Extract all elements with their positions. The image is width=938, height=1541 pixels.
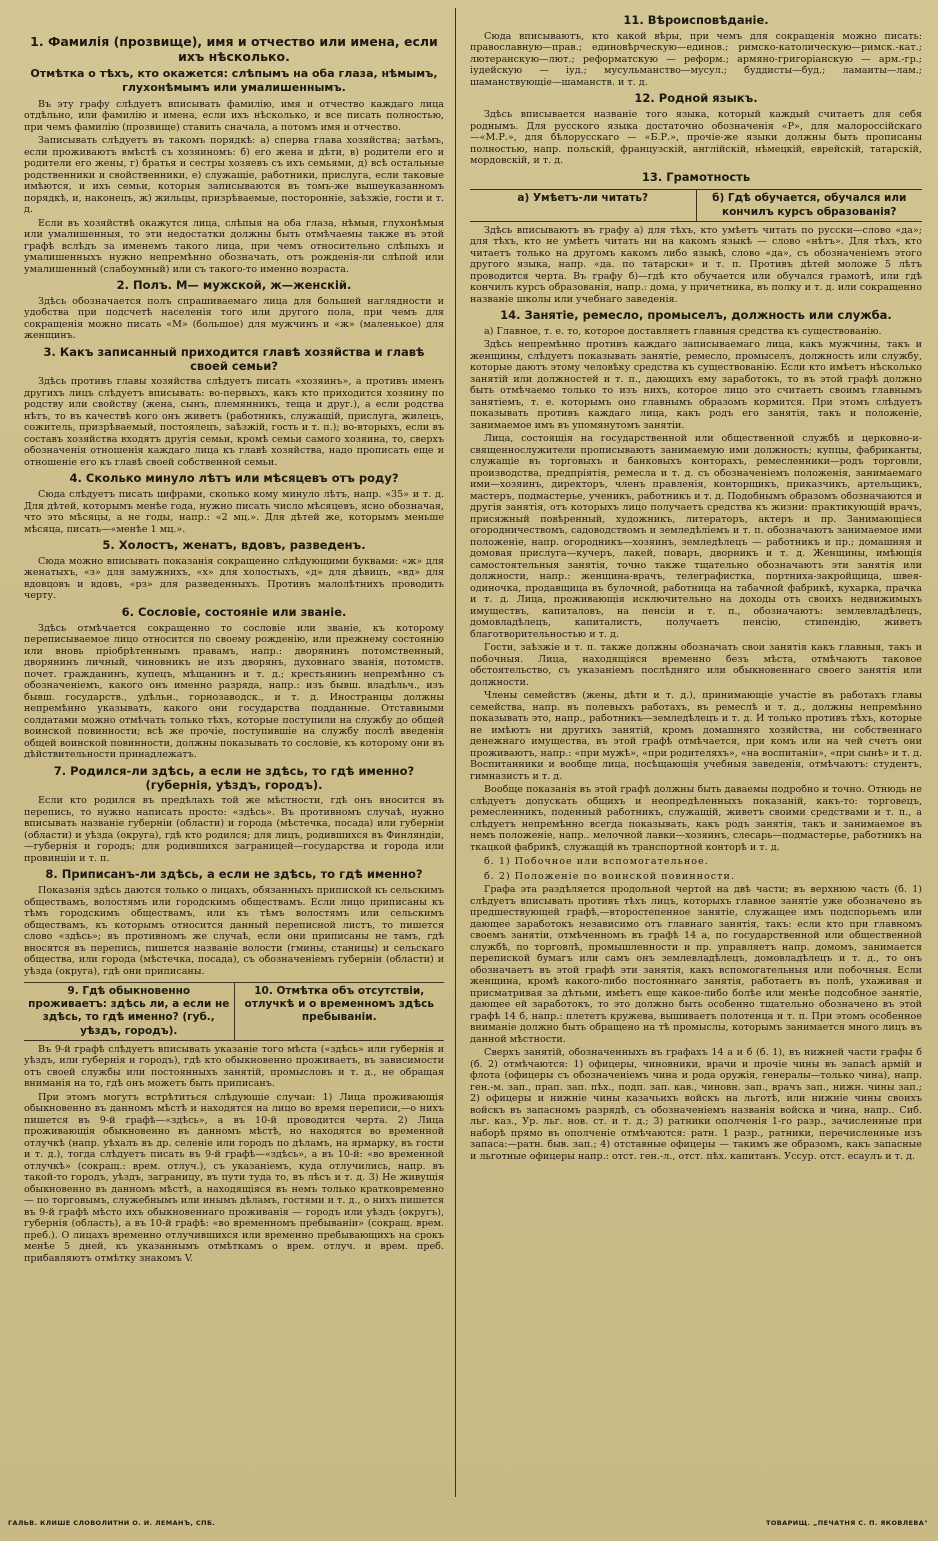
column-divider: [455, 8, 456, 1497]
section-14-paragraph: Здѣсь непремѣнно противъ каждаго записываемаго лица, какъ мужчины, такъ и женщины, слѣдуетъ показывать занятіе, ремесло, промыселъ, должность или службу, которые даютъ этому человѣку средства къ существованію. Если кто имѣетъ нѣсколько занятій или должностей и т. п., дающихъ ему заработокъ, то въ этой графѣ должно быть отмѣчаемо только то изъ нихъ, которое лицо это считаетъ своимъ главнымъ занятіемъ, т. е. которымъ оно главнымъ образомъ кормится. При этомъ слѣдуетъ показывать противъ каждаго лица, какъ родъ его занятія, такъ и положеніе, занимаемое имъ въ упомянутомъ занятіи.: [470, 339, 922, 431]
section-5-paragraph: Сюда можно вписывать показанія сокращенно слѣдующими буквами: «ж» для женатыхъ, «з» для замужнихъ, «х» для холостыхъ, «д» для дѣвицъ, «вд» для вдовцовъ и вдовъ, «рз» для разведенныхъ. Противъ малолѣтнихъ проводить черту.: [24, 555, 444, 602]
section-13-header: [470, 189, 922, 221]
section-11-paragraph: Сюда вписываютъ, кто какой вѣры, при чемъ для сокращенія можно писать: православную—прав.; единовѣрческую—единов.; римско-католическую—римск.-кат.; лютеранскую—лют.; реформатскую — реформ.; армяно-григоріанскую — арм.-гр.; іудейскую — іуд.; мусульманство—мусул.; буддисты—буд.; ламаиты—лам.; шаманствующіе—шаманств. и т. д.: [470, 30, 922, 88]
section-9-10-header: [24, 982, 444, 1041]
section-1-paragraph: Записывать слѣдуетъ въ такомъ порядкѣ: а) сперва глава хозяйства; затѣмъ, если проживаютъ вмѣстѣ съ хозяиномъ: б) его жена и дѣти, в) родители его и родители его жены, г) братья и сестры хозяевъ съ ихъ семьями, д) всѣ остальные родственники и свойственники, е) служащіе, работники, прислуга, если таковые имѣются, и ихъ семьи, которыя записываются въ томъ-же вышеуказанномъ порядкѣ, и, наконецъ, ж) жильцы, призрѣваемые, посторонніе, заѣзжіе, гости и т. д.: [24, 135, 444, 215]
section-14-title: 14. Занятіе, ремесло, промыселъ, должность или служба.: [500, 308, 892, 323]
section-14b2-title: б. 2) Положеніе по воинской повинности.: [484, 870, 735, 882]
section-14-paragraph: Сверхъ занятій, обозначенныхъ въ графахъ 14 а и б (б. 1), въ нижней части графы б (б. 2) отмѣчаются: 1) офицеры, чиновники, врачи и прочіе чины въ запасѣ армій и флота (офицеры съ обозначеніемъ чина и рода оружія, генералы—только чина), напр. ген.-м. зап., прап. зап. пѣх., подп. зап. кав., чиновн. зап., врачъ зап., нижн. чины зап.; 2) офицеры и нижніе чины казачьихъ войскъ на льготѣ, или нижніе чины своихъ войскъ въ запасномъ разрядѣ, съ обозначеніемъ названія войска и чина, напр.. Сиб. льг. каз., Ур. льг. нов. ст. и т. д.; 3) ратники ополченія 1-го разр., зачисленные при наборѣ прямо въ ополченіе отмѣчаются: ратн. 1 разр., ратники, перечисленные изъ запаса:—ратн. быв. зап.; 4) отставные офицеры — такимъ же образомъ, какъ запасные и льготные офицеры напр.: отст. ген.-л., отст. пѣх. капитанъ. Уссур. отст. есаулъ и т. д.: [470, 1047, 922, 1162]
footer-printer-left: ГАЛЬВ. КЛИШЕ СЛОВОЛИТНИ О. И. ЛЕМАНЪ, СПБ.: [8, 1519, 216, 1527]
section-4-title: 4. Сколько минуло лѣтъ или мѣсяцевъ отъ роду?: [69, 471, 399, 486]
section-13b-title: б) Гдѣ обучается, обучался или кончилъ курсъ образованія?: [696, 190, 923, 220]
section-13a-title: а) Умѣетъ-ли читать?: [517, 192, 649, 205]
section-14-paragraph: Члены семействъ (жены, дѣти и т. д.), принимающіе участіе въ работахъ главы семейства, напр. въ полевыхъ работахъ, въ ремеслѣ и т. д., должны непремѣнно показывать это, напр., работникъ—земледѣлецъ и т. д. И только противъ тѣхъ, которые не имѣютъ ни другихъ занятій, кромъ домашняго хозяйства, ни собственнаго денежнаго имущества, въ этой графѣ отмѣчается, при комъ или на чей счетъ они проживаютъ, напр.: «при мужѣ», «при родителяхъ», «на воспитаніи», «при сынѣ» и т. д. Воспитанники и вообще лица, посѣщающія учебныя заведенія, отмѣчаютъ: студентъ, гимназистъ и т. д.: [470, 690, 922, 782]
left-column: [24, 10, 444, 1497]
section-6-title: 6. Сословіе, состояніе или званіе.: [121, 604, 347, 619]
section-1-subtitle: Отмѣтка о тѣхъ, кто окажется: слѣпымъ на оба глаза, нѣмымъ, глухонѣмымъ или умалишеннымъ.: [30, 67, 438, 94]
section-12-title: 12. Родной языкъ.: [634, 91, 758, 106]
section-2-title: 2. Полъ. М— мужской, ж—женскій.: [116, 278, 352, 292]
section-9-title: 9. Гдѣ обыкновенно проживаетъ: здѣсь ли, а если не здѣсь, то гдѣ именно? (губ., уѣздъ, городъ).: [28, 985, 230, 1037]
section-9-paragraph: При этомъ могутъ встрѣтиться слѣдующіе случаи: 1) Лица проживающія обыкновенно въ данномъ мѣстѣ и находятся на лицо во время переписи,—о нихъ пишется въ 9-й графѣ—«здѣсь», а въ 10-й проводится черта. 2) Лица проживающія обыкновенно въ данномъ мѣстѣ, но находятся во временной отлучкѣ (напр. уѣхалъ въ др. селеніе или городъ по дѣламъ, на ярмарку, въ гости и т. д.), тогда слѣдуетъ писать въ 9-й графѣ—«здѣсь», а въ 10-й: «во временной отлучкѣ» (сокращ.: врем. отлуч.), съ указаніемъ, куда отлучились, напр. въ такой-то городъ, уѣздъ, заграницу, въ пути тудa то, въ лѣсъ и т. д. 3) Не живущія обыкновенно въ данномъ мѣстѣ, а находящіяся въ немъ только кратковременно — по торговымъ, служебнымъ или инымъ дѣламъ, гостями и т. д., о нихъ пишется въ 9-й графѣ мѣсто ихъ обыкновеннаго проживанія — городъ или уѣздъ (округъ), губернія (область), а въ 10-й графѣ: «во временномъ пребываніи» (сокращ. врем. преб.). О лицахъ временно отлучившихся или временно пребывающихъ на срокъ менѣе 5 дней, къ указаннымъ отмѣткамъ о врем. отлуч. и врем. преб. прибавляютъ отмѣтку знакомъ V.: [24, 1091, 444, 1264]
section-4-paragraph: Сюда слѣдуетъ писать цифрами, сколько кому минуло лѣтъ, напр. «35» и т. д. Для дѣтей, которымъ менѣе года, нужно писать число мѣсяцевъ, ясно обозначая, что это мѣсяцы, а не годы, напр.: «2 мц.». Для дѣтей же, которымъ меньше мѣсяца, писать—«менѣе 1 мц.».: [24, 489, 444, 535]
section-14b1-title: б. 1) Побочное или вспомогательное.: [484, 856, 709, 868]
section-13-title: 13. Грамотность: [641, 169, 751, 184]
section-14-paragraph: Вообще показанія въ этой графѣ должны быть даваемы подробно и точно. Отнюдь не слѣдуетъ допускать общихъ и неопредѣленныхъ показаній, какъ-то: торговецъ, ремесленникъ, поденный работникъ, служащій, живетъ своими средствами и т. п., а слѣдуетъ непремѣнно всегда показывать, какъ родъ занятія, такъ и занимаемое въ немъ положеніе, напр.. мелочной лавки—хозяинъ, слесарь—подмастерье, работникъ на ткацкой фабрикѣ, служащій въ транспортной конторѣ и т. д.: [470, 784, 922, 853]
section-13-paragraph: Здѣсь вписываютъ въ графу а) для тѣхъ, кто умѣетъ читать по русски—слово «да»; для тѣхъ, кто не умѣетъ читать ни на какомъ языкѣ — слово «нѣтъ». Для тѣхъ, кто читаетъ только на другомъ какомъ либо языкѣ, слово «да», съ обозначеніемъ этого другого языка, напр. «да. по татарски» и т. п. Противъ дѣтей моложе 5 лѣтъ проводится черта. Въ графу б)—гдѣ кто обучается или обучался грамотѣ, или гдѣ кончилъ курсъ образованія, напр.: дома, у причетника, въ полку и т. д. или сокращенно названіе школы или учебнаго заведенія.: [470, 224, 922, 305]
section-7-title: 7. Родился-ли здѣсь, а если не здѣсь, то гдѣ именно? (губернія, уѣздъ, городъ).: [53, 763, 415, 792]
section-5-title: 5. Холостъ, женатъ, вдовъ, разведенъ.: [102, 538, 366, 553]
section-10-title: 10. Отмѣтка объ отсутствіи, отлучкѣ и о временномъ здѣсь пребываніи.: [234, 983, 445, 1040]
section-2-paragraph: Здѣсь обозначается полъ спрашиваемаго лица для большей наглядности и удобства при подсчетѣ населенія того или другого пола, при чемъ для сокращенія можно писать «М» (большое) для мужчинъ и «ж» (маленькое) для женщинъ.: [24, 295, 444, 342]
section-11-title: 11. Вѣроисповѣданіе.: [623, 13, 769, 27]
section-8-title: 8. Приписанъ-ли здѣсь, а если не здѣсь, то гдѣ именно?: [45, 867, 423, 882]
section-8-paragraph: Показанія здѣсь даются только о лицахъ, обязанныхъ припиской къ сельскимъ обществамъ, волостямъ или городскимъ обществамъ. Если лицо приписаны къ тѣмъ городскимъ обществамъ, или къ тѣмъ волостямъ или сельскимъ обществамъ, къ которымъ относится данный переписной листъ, то пишется слово «здѣсь»; въ противномъ же случаѣ, если они приписаны не тамъ, гдѣ вносятся въ перепись, пишется названіе волости (гмины, станицы) и сельскаго общества, или города (мѣстечка, посада), съ обозначеніемъ губерніи (области) и уѣзда (округа), гдѣ они приписаны.: [24, 885, 444, 977]
right-column: [470, 10, 922, 1497]
section-3-title: 3. Какъ записанный приходится главѣ хозяйства и главѣ своей семьи?: [43, 344, 425, 373]
section-14-paragraph: Графа эта раздѣляется продольной чертой на двѣ части; въ верхнюю часть (б. 1) слѣдуетъ вписывать противъ тѣхъ лицъ, которыхъ главное занятіе уже обозначено въ предшествующей графѣ,—второстепенное занятіе, служащее имъ подспорьемъ или дающее заработокъ независимо отъ главнаго занятія, такъ: если кто при главномъ своемъ занятіи, отмѣченномъ въ графѣ 14 а, по государственной или общественной службѣ, по торговлѣ, промышленности и пр. управляетъ напр. домомъ, занимается перепиской бумагъ или самъ онъ землевладѣлецъ, домовладѣлецъ и т. д., то онъ обозначаетъ въ этой графѣ эти занятія, какъ вспомогательныя или побочныя. Если женщина, кромѣ какого-либо постояннаго занятія, работаетъ въ полѣ, ухаживая и присматривая за дѣтьми, имѣетъ еще какое-либо болѣе или менѣе подсобное занятіе, дающее ей заработокъ, то это должно быть особенно тщательно обозначено въ этой графѣ 14 б, напр.: плететъ кружева, вышиваетъ полотенца и т. п. При этомъ особенное вниманіе должно быть обращено на тѣ промыслы, которымъ занимается много лицъ въ данной мѣстности.: [470, 884, 922, 1045]
section-1-paragraph: Если въ хозяйствѣ окажутся лица, слѣпыя на оба глаза, нѣмыя, глухонѣмыя или умалишенныя, то эти недостатки должны быть отмѣчаемы также въ этой графѣ вслѣдъ за именемъ такого лица, при чемъ относительно слѣпыхъ и умалишенныхъ нужно непремѣнно обозначать, отъ рожденія-ли слѣпой или умалишенный (слабоумный) или съ такого-то именно возраста.: [24, 217, 444, 275]
section-1-paragraph: Въ эту графу слѣдуетъ вписывать фамилію, имя и отчество каждаго лица отдѣльно, или фамилію и имена, если ихъ нѣсколько, и все писать полностью, при чемъ фамилію (прозвище) ставить сначала, а потомъ имя и отчество.: [24, 98, 444, 133]
section-9-paragraph: Въ 9-й графѣ слѣдуетъ вписывать указаніе того мѣста («здѣсь» или губернія и уѣздъ, или губернія и городъ), гдѣ кто обыкновенно проживаетъ, въ зависимости отъ своей службы или постоянныхъ занятій, промысловъ и т. д., не обращая вниманія на то, гдѣ онъ можетъ быть приписанъ.: [24, 1043, 444, 1090]
section-3-paragraph: Здѣсь противъ главы хозяйства слѣдуетъ писать «хозяинъ», а противъ именъ другихъ лицъ слѣдуетъ вписывать: во-первыхъ, какъ кто приходится хозяину по родству или свойству (жена, сынъ, племянникъ, теща и друг.), а если родства нѣтъ, то въ качествѣ кого онъ живетъ (работникъ, служащій, прислуга, жилецъ, сожитель, призрѣваемый, постоялецъ, заѣзжій, гость и т. п.); во-вторыхъ, если въ составъ хозяйства входятъ другія семьи, кромѣ семьи самого хозяина, то, сверхъ обозначенія отношенія каждаго лица къ главѣ хозяйства, надо прописать еще и отношеніе его къ главѣ своей собственной семьи.: [24, 376, 444, 468]
section-14-paragraph: Лица, состоящія на государственной или общественной службѣ и церковно-и-священнослужители прописываютъ занимаемую ими должность; купцы, фабриканты, служащіе въ торговыхъ и банковыхъ конторахъ, ремесленники—родъ торговли, производства, предпріятія, ремесла и т. д. съ обозначеніемъ положенія, занимаемаго ими—хозяинъ, директоръ, членъ правленія, конторщикъ, приказчикъ, артельщикъ, мастеръ, подмастерье, ученикъ, работникъ и т. д. Подобнымъ образомъ обозначаются и другія занятія, отъ которыхъ лицо получаетъ средства къ жизни: практикующій врачъ, присяжный повѣренный, художникъ, литераторъ, актеръ и пр. Занимающіеся огородничествомъ, садоводствомъ и земледѣліемъ и т. п. обозначаютъ занимаемое ими положеніе, напр. огородникъ—хозяинъ, земледѣлецъ — работникъ и пр.; домашняя и домовая прислуга—кучеръ, лакей, поваръ, дворникъ и т. д. Женщины, имѣющія самостоятельныя занятія, точно также тщательно обозначаютъ эти занятія или должности, напр.: женщина-врачъ, телеграфистка, портниха-закройщица, швея-одиночка, продавщица въ булочной, работница на табачной фабрикѣ, кухарка, прачка и т. д. Лица, проживающія исключительно на доходы отъ своихъ недвижимыхъ имуществъ, капиталовъ, на пенсіи и т. п., обозначаютъ: землевладѣлецъ, домовладѣлецъ, капиталистъ, получаетъ пенсію, стипендію, живетъ благотворительностью и т. д.: [470, 433, 922, 640]
section-12-paragraph: Здѣсь вписывается названіе того языка, который каждый считаетъ для себя роднымъ. Для русского языка достаточно обозначенія «Р», для малороссійскаго—«М.Р.», для бѣлорусскаго — «Б.Р.», прочіе-же языки должны быть прописаны полностью, напр. польскій, французскій, англійскій, нѣмецкій, еврейскій, татарскій, мордовскій, и т. д.: [470, 109, 922, 167]
section-14-paragraph: Гости, заѣзжіе и т. п. также должны обозначать свои занятія какъ главныя, такъ и побочныя. Лица, находящіяся временно безъ мѣста, отмѣчаютъ таковое обстоятельство, съ указаніемъ послѣдняго или обыкновеннаго своего занятія или должности.: [470, 642, 922, 688]
section-14a-title: а) Главное, т. е. то, которое доставляетъ главныя средства къ существованію.: [484, 325, 882, 337]
section-1-title: 1. Фамилія (прозвище), имя и отчество или имена, если ихъ нѣсколько.: [30, 34, 438, 64]
section-7-paragraph: Если кто родился въ предѣлахъ той же мѣстности, гдѣ онъ вносится въ перепись, то нужно написать просто: «здѣсь». Въ противномъ случаѣ, нужно вписывать названіе губерніи (области) и города (мѣстечка, посада) или губерніи (области) и уѣзда (округа), гдѣ кто родился; для лицъ, родившихся въ Финляндіи,—губернія и городъ; для родившихся заграницей—государства и города или провинціи и т. п.: [24, 795, 444, 864]
footer-printer-right: ТОВАРИЩ. „ПЕЧАТНЯ С. П. ЯКОВЛЕВА": [766, 1519, 928, 1527]
section-6-paragraph: Здѣсь отмѣчается сокращенно то сословіе или званіе, къ которому переписываемое лицо относится по своему рожденію, или прежнему состоянію или вновь пріобрѣтеннымъ правамъ, напр.: дворянинъ потомственный, дворянинъ личный, чиновникъ не изъ дворянъ, духовнаго званія, потомств. почет. гражданинъ, купецъ, мѣщанинъ и т. д.; крестьянинъ непремѣнно съ обозначеніемъ, какого онъ именно разряда, напр.: изъ бывш. владѣльч., изъ бывш. государств., удѣльн., горнозаводск., и т. д. Иностранцы должны непремѣнно указывать, какого они государства подданные. Отставными солдатами можно отмѣчать только тѣхъ, которые поступили на службу до общей воинской повинности; всѣ же прочіе, поступившіе на службу послѣ введенія общей воинской повинности, должны показывать то сословіе, къ которому они въ дѣйствительности принадлежатъ.: [24, 622, 444, 761]
